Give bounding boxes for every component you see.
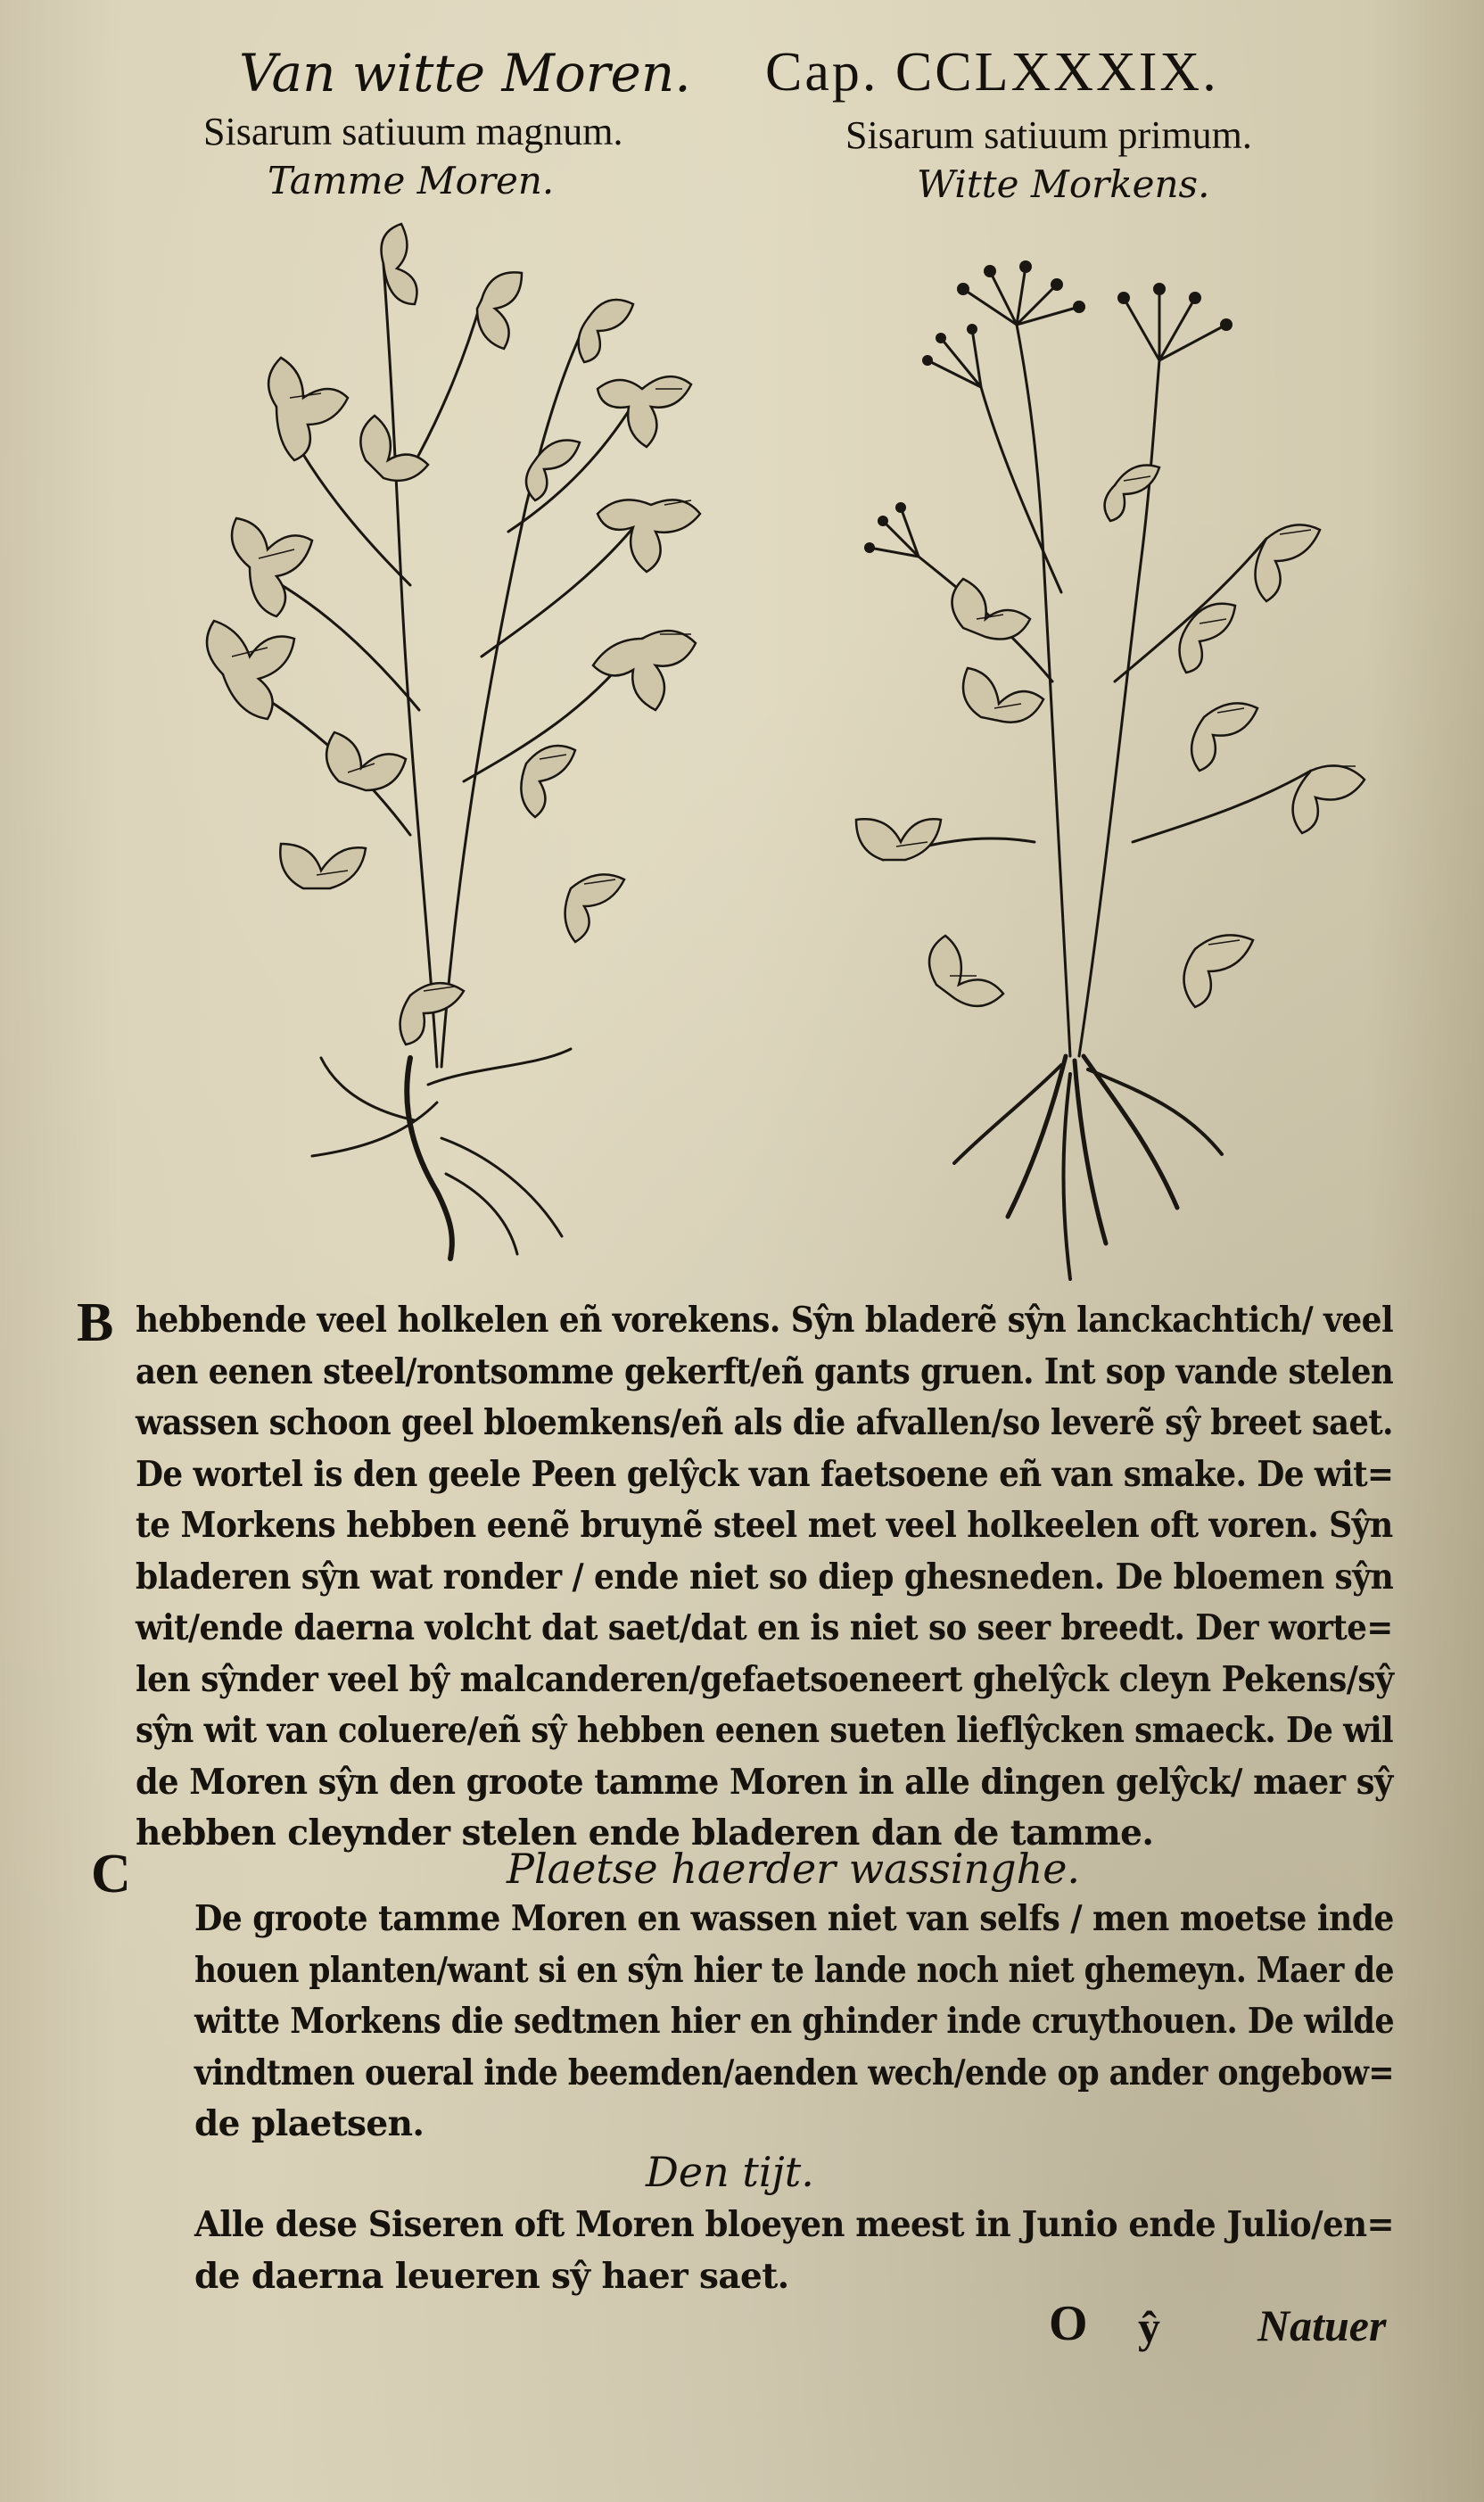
text-line: hebben cleynder stelen ende bladeren dan de tamme. bbox=[136, 1813, 1154, 1854]
section-heading-time: Den tijt. bbox=[646, 2148, 814, 2196]
signature-number: ŷ bbox=[1138, 2302, 1160, 2352]
catchword: Natuer bbox=[1257, 2300, 1387, 2350]
text-line: wit/ende daerna volcht dat saet/dat en is niet so seer breedt. Der worte= bbox=[136, 1607, 1393, 1648]
text-line: hebbende veel holkelen eñ vorekens. Sŷn bladerẽ sŷn lanckachtich/ veel bbox=[136, 1300, 1394, 1341]
text-line: houen planten/want si en sŷn hier te lande noch niet ghemeyn. Maer de bbox=[194, 1949, 1394, 1991]
chapter-number: Cap. CCLXXXIX. bbox=[765, 42, 1219, 103]
text-line: aen eenen steel/rontsomme gekerft/eñ gants gruen. Int sop vande stelen bbox=[136, 1350, 1394, 1392]
plant-name-dutch-left: Tamme Moren. bbox=[268, 159, 555, 202]
woodcut-sisarum-magnum-icon bbox=[143, 211, 749, 1263]
plant-name-latin-right: Sisarum satiuum primum. bbox=[845, 113, 1252, 157]
text-line: te Morkens hebben eenẽ bruynẽ steel met veel holkeelen oft voren. Sŷn bbox=[136, 1505, 1393, 1546]
text-line: De groote tamme Moren en wassen niet van selfs / men moetse inde bbox=[194, 1898, 1394, 1939]
text-line: de Moren sŷn den groote tamme Moren in alle dingen gelŷck/ maer sŷ bbox=[136, 1761, 1393, 1803]
text-line: de plaetsen. bbox=[194, 2103, 425, 2144]
margin-marker-c: C bbox=[91, 1844, 131, 1904]
woodcut-sisarum-primum-icon bbox=[847, 218, 1391, 1288]
text-line: Alle dese Siseren oft Moren bloeyen meest in Junio ende Julio/en= bbox=[194, 2204, 1395, 2245]
paragraph-time bbox=[194, 2200, 1394, 2302]
running-title: Van witte Moren. bbox=[239, 43, 691, 103]
text-line: wassen schoon geel bloemkens/eñ als die afvallen/so leverẽ sŷ breet saet. bbox=[136, 1402, 1393, 1443]
plant-name-dutch-right: Witte Morkens. bbox=[917, 162, 1210, 206]
section-heading-place: Plaetse haerder wassinghe. bbox=[507, 1845, 1081, 1893]
margin-marker-b: B bbox=[77, 1292, 114, 1353]
text-line: witte Morkens die sedtmen hier en ghinder inde cruythouen. De wilde bbox=[194, 2001, 1395, 2042]
signature-letter: O bbox=[1049, 2296, 1088, 2351]
text-line: vindtmen oueral inde beemden/aenden wech/ende op ander ongebow= bbox=[194, 2052, 1395, 2093]
plant-name-latin-left: Sisarum satiuum magnum. bbox=[203, 110, 623, 153]
text-line: de daerna leueren sŷ haer saet. bbox=[194, 2255, 789, 2297]
text-line: De wortel is den geele Peen gelŷck van faetsoene eñ van smake. De wit= bbox=[136, 1453, 1394, 1495]
paragraph-place bbox=[194, 1894, 1394, 2151]
paragraph-description bbox=[136, 1295, 1393, 1860]
text-line: bladeren sŷn wat ronder / ende niet so diep ghesneden. De bloemen sŷn bbox=[136, 1556, 1394, 1598]
text-line: len sŷnder veel bŷ malcanderen/gefaetsoeneert ghelŷck cleyn Pekens/sŷ bbox=[136, 1658, 1394, 1700]
text-line: sŷn wit van coluere/eñ sŷ hebben eenen sueten lieflŷcken smaeck. De wil bbox=[136, 1710, 1394, 1751]
